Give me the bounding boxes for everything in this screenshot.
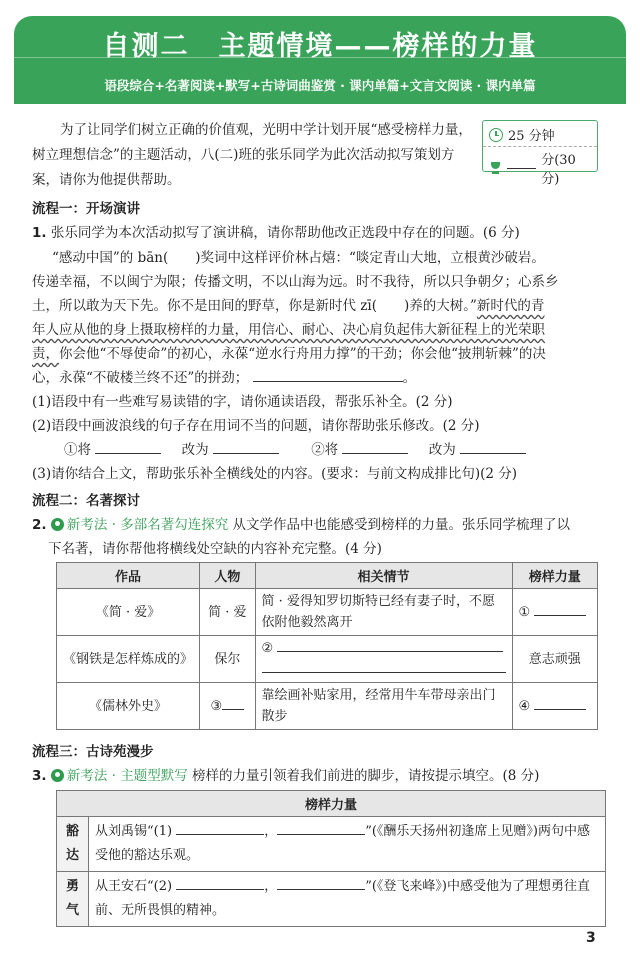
table-header-row — [57, 791, 606, 817]
flow2-heading: 流程二：名著探讨 — [32, 493, 140, 509]
passage-line-1: “感动中国”的 bān( )奖词中这样评价林占熺：“啖定青山大地，立根黄沙破岩。 — [52, 250, 545, 266]
blank-marker-1: ① — [518, 604, 531, 620]
passage-line-5-text: 你会他“不辱使命”的初心，永葆“逆水行舟用力撑”的干劲；你会他“披荆斩棘”的决 — [59, 346, 546, 362]
answer-blank-4[interactable] — [534, 709, 586, 710]
answer-blank-2b[interactable] — [262, 672, 506, 673]
table-row — [57, 589, 598, 636]
q1-sub3: (3)请你结合上文，帮助张乐补全横线处的内容。(要求：与前文构成排比句)(2 分) — [32, 466, 518, 482]
row-text-start: 从刘禹锡“(1) — [95, 824, 173, 839]
row-text-end: ”(《登飞来峰》)中感受他为了理想勇往直前、无所畏惧的精神。 — [95, 879, 591, 918]
time-row — [489, 125, 555, 144]
table-row — [57, 636, 598, 683]
passage-line-3 — [32, 294, 612, 314]
row-text-start: 从王安石“(2) — [95, 879, 173, 894]
new-method-icon — [51, 769, 64, 782]
poetry-table — [56, 790, 606, 927]
row-text-end: ”(《酬乐天扬州初逢席上见赠》)两句中感受他的豁达乐观。 — [95, 824, 591, 863]
q2-text: 从文学作品中也能感受到榜样的力量。张乐同学梳理了以 — [232, 517, 570, 533]
header-divider — [14, 57, 626, 58]
blank-marker-3: ③ — [210, 698, 223, 714]
header-banner — [14, 16, 626, 104]
q1-text: 张乐同学为本次活动拟写了演讲稿，请你帮助他改正选段中存在的问题。(6 分) — [50, 225, 520, 241]
flow1-heading: 流程一：开场演讲 — [32, 201, 140, 217]
q2-text-cont: 下名著，请你帮他将横线处空缺的内容补充完整。(4 分) — [48, 541, 382, 557]
page-subtitle: 语段综合+名著阅读+默写+古诗词曲鉴赏 · 课内单篇+文言文阅读 · 课内单篇 — [104, 78, 536, 93]
passage-line-3-text: 土，所以敢为天下先。你不是田间的野草，你是新时代 zī( )养的大树。” — [32, 298, 477, 314]
q3-prompt — [32, 764, 612, 784]
flow3-heading: 流程三：古诗苑漫步 — [32, 744, 154, 760]
intro-paragraph: 为了让同学们树立正确的价值观，光明中学计划开展“感受榜样力量，树立理想信念”的主题活动，八(二)班的张乐同学为此次活动拟写策划方案，请你为他提供帮助。 — [32, 122, 472, 188]
page-number: 3 — [586, 930, 596, 946]
answer-blank-q1-3[interactable] — [253, 381, 403, 382]
replace-2-to-blank[interactable] — [460, 453, 526, 454]
cell-power: 意志顽强 — [512, 636, 597, 683]
q3-text: 榜样的力量引领着我们前进的脚步，请按提示填空。(8 分) — [192, 768, 540, 784]
replace-1-from-blank[interactable] — [95, 453, 161, 454]
passage-line-6: 心，永葆“不破楼兰终不还”的拼劲； 。 — [32, 370, 417, 386]
score-row — [489, 149, 597, 187]
cell-plot — [255, 636, 512, 683]
q1-sub2-answers — [64, 438, 624, 458]
passage-line-4 — [32, 318, 612, 338]
answer-blank-1[interactable] — [534, 615, 586, 616]
replace-2-label: ②将 — [311, 442, 339, 458]
q1-sub1: (1)语段中有一些难写易读错的字，请你通读语段，帮张乐补全。(2 分) — [32, 394, 453, 410]
q1-number: 1. — [32, 225, 47, 241]
row-content: 从王安石“(2) ， ”(《登飞来峰》)中感受他为了理想勇往直前、无所畏惧的精神。 — [89, 872, 606, 927]
q2-prompt — [32, 513, 612, 533]
time-label: 25 分钟 — [508, 129, 555, 144]
replace-1-to-blank[interactable] — [213, 453, 279, 454]
replace-1-label: ①将 — [64, 442, 91, 458]
poem-blank-1a[interactable] — [176, 834, 264, 835]
cell-plot: 简 · 爱得知罗切斯特已经有妻子时，不愿依附他毅然离开 — [255, 589, 512, 636]
row-label-courage: 勇气 — [57, 872, 89, 927]
q3-tag: 新考法 · 主题型默写 — [66, 768, 188, 784]
col-header-plot: 相关情节 — [255, 563, 512, 589]
clock-icon — [489, 128, 503, 142]
timebox-divider — [483, 146, 597, 147]
poem-blank-1b[interactable] — [277, 834, 365, 835]
wavy-sentence-part-1: 新时代的青 — [476, 298, 545, 314]
passage-line-2: 传递幸福，不以闽宁为限；传播文明，不以山海为远。时不我待，所以只争朝夕；心系乡 — [32, 274, 559, 290]
poetry-table-header: 榜样力量 — [57, 791, 606, 817]
new-method-icon — [51, 518, 64, 531]
cell-power — [512, 589, 597, 636]
poem-blank-2b[interactable] — [277, 889, 365, 890]
time-score-box — [482, 120, 598, 187]
cell-character — [200, 683, 255, 730]
page-title: 自测二 主题情境——榜样的力量 — [102, 31, 538, 62]
replace-2-from-blank[interactable] — [342, 453, 408, 454]
row-label-open-minded: 豁达 — [57, 817, 89, 872]
trophy-icon — [489, 162, 502, 175]
q2-tag: 新考法 · 多部名著勾连探究 — [66, 517, 229, 533]
row-content: 从刘禹锡“(1) ， ”(《酬乐天扬州初逢席上见赠》)两句中感受他的豁达乐观。 — [89, 817, 606, 872]
q1-prompt — [32, 221, 612, 241]
col-header-work: 作品 — [57, 563, 200, 589]
score-blank[interactable] — [507, 168, 536, 169]
cell-character: 保尔 — [200, 636, 255, 683]
blank-marker-2: ② — [261, 641, 274, 656]
replace-1-to-label: 改为 — [181, 442, 209, 458]
score-label: 分(30 分) — [541, 153, 576, 187]
cell-character: 简 · 爱 — [200, 589, 255, 636]
table-row — [57, 872, 606, 927]
q3-number: 3. — [32, 768, 47, 784]
wavy-sentence-part-2: 年人应从他的身上摄取榜样的力量，用信心、耐心、决心肩负起伟大新征程上的光荣职 — [32, 322, 545, 338]
poem-blank-2a[interactable] — [176, 889, 264, 890]
wavy-sentence-part-3: 责， — [32, 346, 59, 362]
cell-power — [512, 683, 597, 730]
novels-table — [56, 562, 598, 730]
table-row — [57, 817, 606, 872]
replace-2-to-label: 改为 — [428, 442, 456, 458]
col-header-character: 人物 — [200, 563, 255, 589]
blank-marker-4: ④ — [518, 698, 531, 714]
passage-line-6-text: 心，永葆“不破楼兰终不还”的拼劲； — [32, 370, 249, 386]
answer-blank-3[interactable] — [222, 709, 244, 710]
cell-work: 《儒林外史》 — [57, 683, 200, 730]
table-header-row — [57, 563, 598, 589]
q2-number: 2. — [32, 517, 47, 533]
cell-work: 《简 · 爱》 — [57, 589, 200, 636]
cell-plot: 靠绘画补贴家用，经常用牛车带母亲出门散步 — [255, 683, 512, 730]
q1-sub2: (2)语段中画波浪线的句子存在用词不当的问题，请你帮助张乐修改。(2 分) — [32, 418, 480, 434]
col-header-power: 榜样力量 — [512, 563, 597, 589]
passage-line-5 — [32, 342, 612, 362]
table-row — [57, 683, 598, 730]
answer-blank-2a[interactable] — [277, 651, 503, 652]
cell-work: 《钢铁是怎样炼成的》 — [57, 636, 200, 683]
